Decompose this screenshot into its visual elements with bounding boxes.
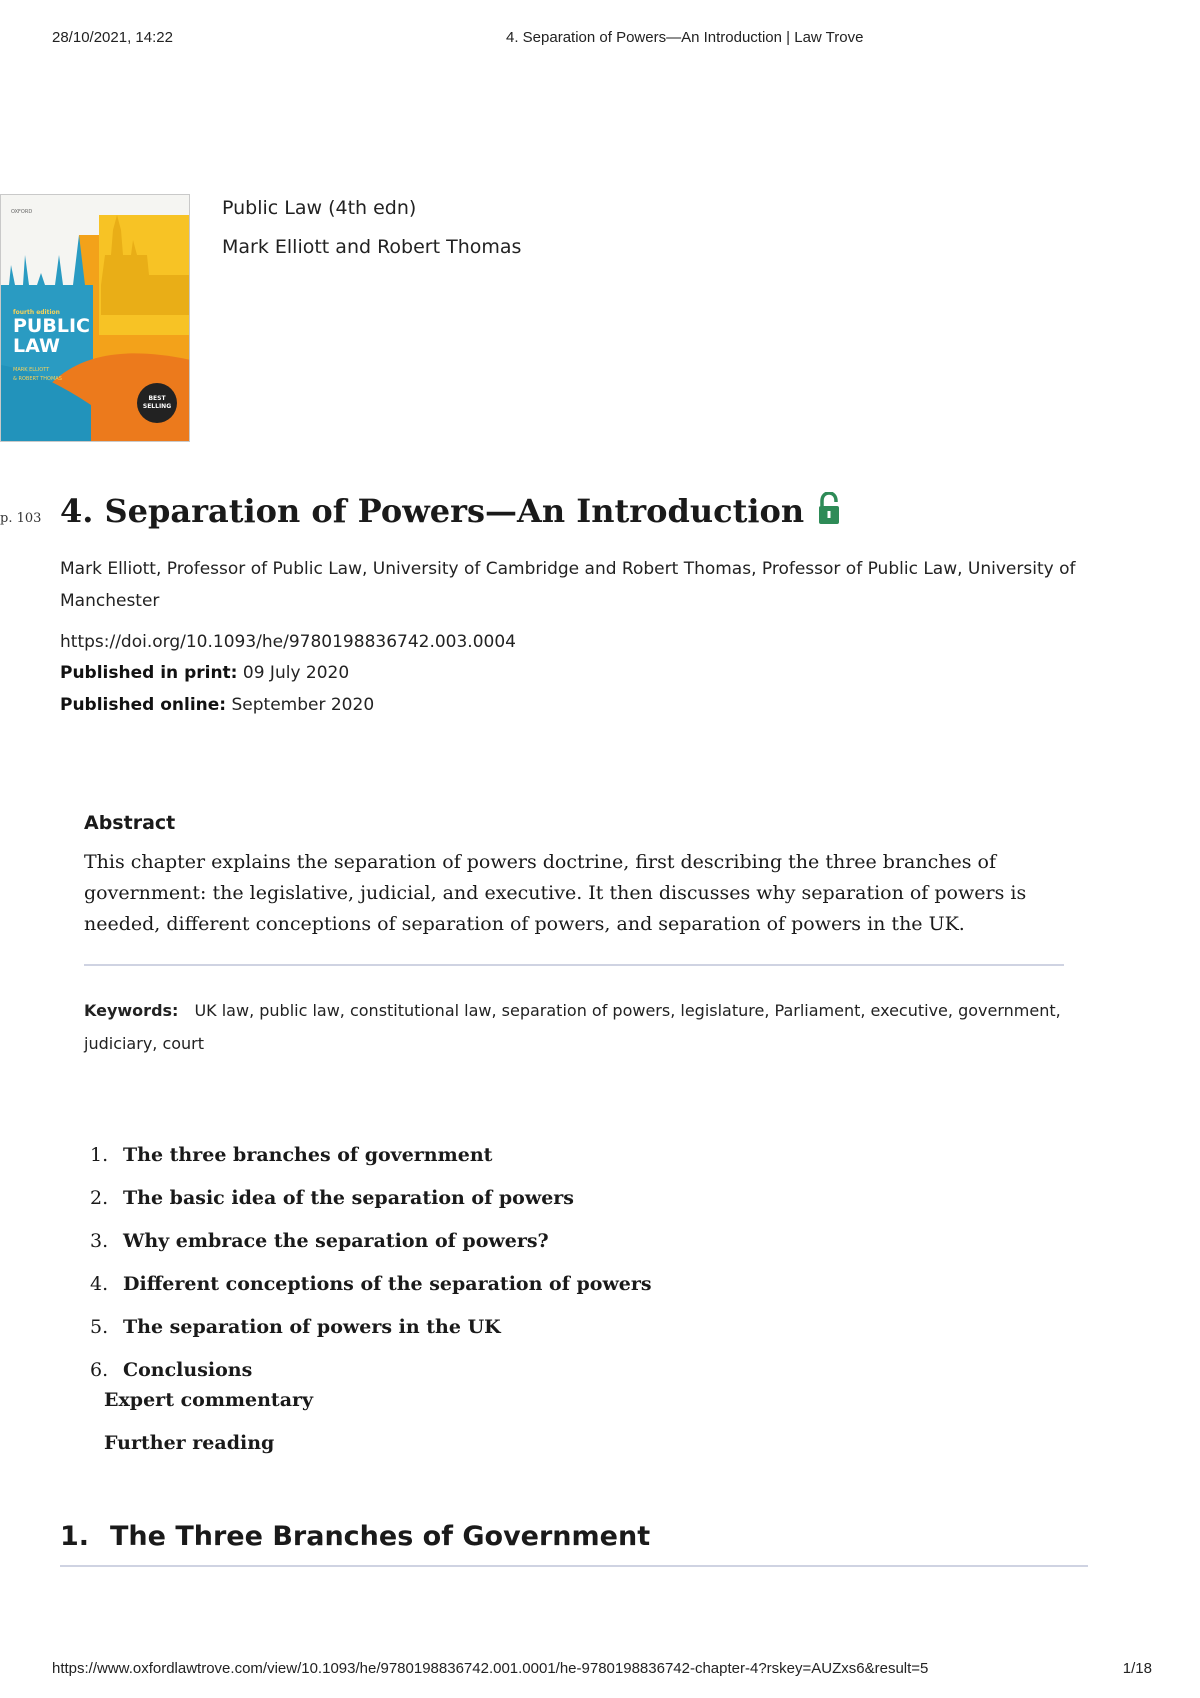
chapter-authors: Mark Elliott, Professor of Public Law, University of Cambridge and Robert Thomas, Professor of Public Law, University of Manchester: [60, 559, 1076, 611]
chapter-title: 4. Separation of Powers—An Introduction: [60, 492, 805, 530]
toc-item[interactable]: [90, 1226, 652, 1269]
toc-item-label[interactable]: The basic idea of the separation of powers: [123, 1187, 574, 1209]
toc-item[interactable]: [90, 1269, 652, 1312]
published-online-value: September 2020: [231, 695, 375, 715]
book-cover-art: [1, 195, 190, 442]
toc-item-number: 6.: [90, 1359, 109, 1381]
toc-item-label[interactable]: Different conceptions of the separation of powers: [123, 1273, 652, 1295]
book-cover-image[interactable]: [0, 194, 190, 442]
toc-item-number: 2.: [90, 1187, 109, 1209]
cover-title-line2: LAW: [13, 335, 60, 357]
published-print-value: 09 July 2020: [242, 663, 350, 683]
print-page-number: 1/18: [1122, 1660, 1152, 1677]
book-authors: Mark Elliott and Robert Thomas: [222, 236, 522, 258]
cover-author2: & ROBERT THOMAS: [13, 376, 62, 382]
toc-item-label[interactable]: The separation of powers in the UK: [123, 1316, 501, 1338]
badge-line1: BEST: [148, 395, 166, 402]
section-number: 1.: [60, 1521, 90, 1552]
toc-item-label[interactable]: Conclusions: [123, 1359, 253, 1381]
toc-item-number: 3.: [90, 1230, 109, 1252]
toc-item[interactable]: [90, 1140, 652, 1183]
print-footer-url: https://www.oxfordlawtrove.com/view/10.1093/he/9780198836742.001.0001/he-9780198836742-chapter-4?rskey=AUZxs6&result=5: [52, 1660, 929, 1677]
keywords-text: UK law, public law, constitutional law, separation of powers, legislature, Parliament, executive, government, judiciary, court: [84, 1001, 1061, 1053]
print-doc-title: 4. Separation of Powers—An Introduction | Law Trove: [506, 29, 864, 46]
print-datetime: 28/10/2021, 14:22: [52, 29, 173, 46]
chapter-title-row: [60, 492, 840, 530]
cover-publisher: OXFORD: [11, 209, 33, 215]
abstract-heading: Abstract: [84, 812, 176, 834]
doi-link[interactable]: https://doi.org/10.1093/he/9780198836742.003.0004: [60, 632, 516, 652]
open-lock-icon: [818, 492, 840, 526]
section-title: The Three Branches of Government: [110, 1521, 651, 1552]
section-divider: [60, 1565, 1088, 1567]
toc-item-number: 5.: [90, 1316, 109, 1338]
abstract-divider: [84, 964, 1064, 966]
toc-item-number: 4.: [90, 1273, 109, 1295]
badge-line2: SELLING: [142, 403, 172, 410]
table-of-contents: [90, 1140, 652, 1398]
keywords: [84, 994, 1074, 1060]
section-heading: [60, 1521, 650, 1552]
page-marker: p. 103: [0, 511, 42, 526]
toc-expert-commentary[interactable]: Expert commentary: [104, 1389, 314, 1411]
published-online: [60, 695, 374, 715]
toc-item[interactable]: [90, 1183, 652, 1226]
cover-edition: fourth edition: [13, 309, 60, 316]
published-print-label: Published in print:: [60, 663, 238, 683]
abstract-text: This chapter explains the separation of powers doctrine, first describing the three branches of government: the legislative, judicial, and executive. It then discusses why separation of powers is needed, different conceptions of separation of powers, and separation of powers in the UK.: [84, 851, 1027, 935]
published-print: [60, 663, 349, 683]
toc-item-number: 1.: [90, 1144, 109, 1166]
published-online-label: Published online:: [60, 695, 227, 715]
keywords-label: Keywords:: [84, 1001, 179, 1020]
toc-item[interactable]: [90, 1312, 652, 1355]
cover-title-line1: PUBLIC: [13, 315, 90, 337]
toc-item-label[interactable]: The three branches of government: [123, 1144, 493, 1166]
cover-author1: MARK ELLIOTT: [13, 367, 50, 373]
toc-further-reading[interactable]: Further reading: [104, 1432, 275, 1454]
book-title[interactable]: Public Law (4th edn): [222, 197, 417, 219]
toc-item-label[interactable]: Why embrace the separation of powers?: [123, 1230, 549, 1252]
